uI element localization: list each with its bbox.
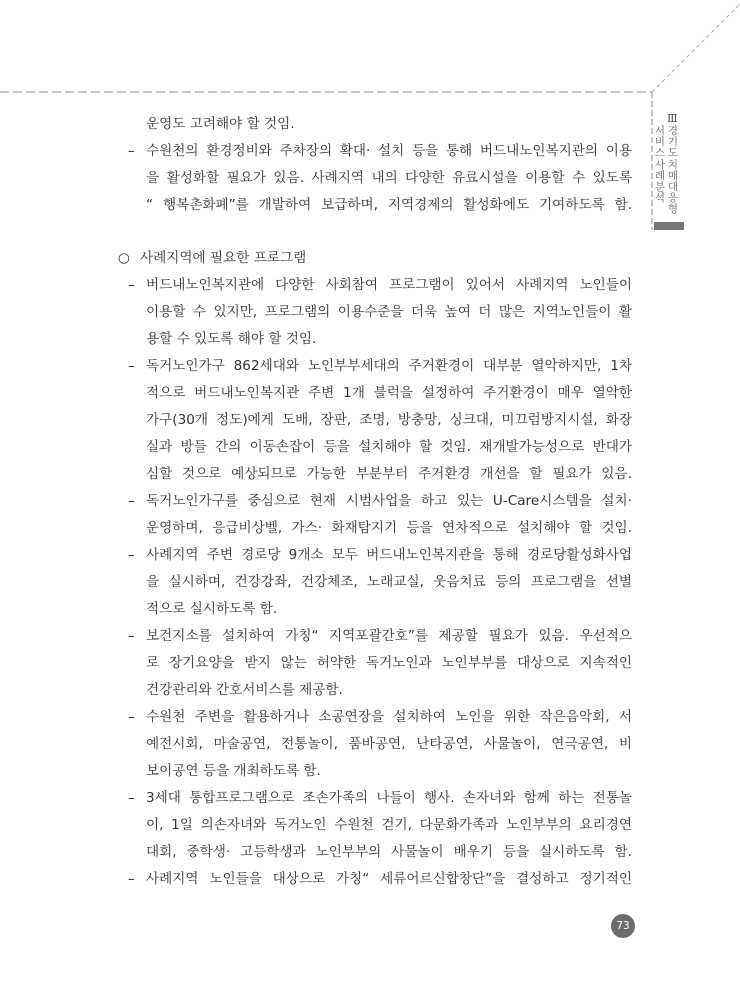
- text-line: 수원천의 환경정비와 주차장의 확대· 설치 등을 통해 버드내노인복지관의 이용: [146, 143, 632, 159]
- section-heading: 사례지역에 필요한 프로그램: [140, 250, 307, 266]
- item-dash: –: [128, 493, 135, 509]
- text-line: 사례지역 노인들을 대상으로 가칭“ 세류어르신합창단”을 결성하고 정기적인: [146, 871, 632, 887]
- chapter-tab-bar: [654, 222, 684, 230]
- text-line: 운영도 고려해야 할 것임.: [146, 116, 295, 132]
- text-line: 을 실시하며, 건강강좌, 건강체조, 노래교실, 웃음치료 등의 프로그램을 선별: [146, 574, 632, 590]
- section-bullet: ○: [118, 250, 130, 266]
- text-line: 대회, 중학생· 고등학생과 노인부부의 사물놀이 배우기 등을 실시하도록 함.: [146, 844, 632, 860]
- chapter-roman-numeral: Ⅲ: [667, 112, 678, 125]
- text-line: 보이공연 등을 개최하도록 함.: [146, 763, 321, 779]
- text-line: 보건지소를 설치하여 가칭“ 지역포괄간호”를 제공할 필요가 있음. 우선적으: [146, 628, 632, 644]
- text-line: 독거노인가구 862세대와 노인부부세대의 주거환경이 대부분 열악하지만, 1차: [146, 358, 632, 374]
- text-line: 버드내노인복지관에 다양한 사회참여 프로그램이 있어서 사례지역 노인들이: [146, 277, 632, 293]
- item-dash: –: [128, 277, 135, 293]
- text-line: 적으로 버드내노인복지관 주변 1개 블럭을 설정하여 주거환경이 매우 열악한: [146, 385, 632, 401]
- text-line: 심할 것으로 예상되므로 가능한 부분부터 주거환경 개선을 할 필요가 있음.: [146, 466, 632, 482]
- item-dash: –: [128, 709, 135, 725]
- text-line: 로 장기요양을 받지 않는 허약한 독거노인과 노인부부를 대상으로 지속적인: [146, 655, 632, 671]
- page-number: 73: [611, 914, 635, 938]
- text-line: 이용할 수 있지만, 프로그램의 이용수준을 더욱 높여 더 많은 지역노인들이 활: [146, 304, 632, 320]
- item-dash: –: [128, 358, 135, 374]
- chapter-title: 경기도치매대응형: [667, 125, 679, 216]
- text-line: 이, 1일 의손자녀와 독거노인 수원천 걷기, 다문화가족과 노인부부의 요리경연: [146, 817, 632, 833]
- text-line: 용할 수 있도록 해야 할 것임.: [146, 331, 317, 347]
- text-line: “ 행복촌화폐”를 개발하여 보급하며, 지역경제의 활성화에도 기여하도록 함.: [146, 197, 632, 213]
- text-line: 운영하며, 응급비상벨, 가스· 화재탐지기 등을 연차적으로 설치해야 할 것임.: [146, 520, 632, 536]
- text-line: 건강관리와 간호서비스를 제공함.: [146, 682, 343, 698]
- item-dash: –: [128, 790, 135, 806]
- item-dash: –: [128, 628, 135, 644]
- item-dash: –: [128, 871, 135, 887]
- item-dash: –: [128, 143, 135, 159]
- text-line: 3세대 통합프로그램으로 조손가족의 나들이 행사. 손자녀와 함께 하는 전통놀: [146, 790, 632, 806]
- text-line: 독거노인가구를 중심으로 현재 시범사업을 하고 있는 U-Care시스템을 설치·: [146, 493, 632, 509]
- text-line: 사례지역 주변 경로당 9개소 모두 버드내노인복지관을 통해 경로당활성화사업: [146, 547, 632, 563]
- text-line: 가구(30개 정도)에게 도배, 장판, 조명, 방충망, 싱크대, 미끄럼방지시설, 화장: [146, 412, 632, 428]
- text-line: 을 활성화할 필요가 있음. 사례지역 내의 다양한 유료시설을 이용할 수 있도록: [146, 170, 632, 186]
- text-line: 적으로 실시하도록 함.: [146, 601, 278, 617]
- item-dash: –: [128, 547, 135, 563]
- chapter-side-tab: [652, 112, 684, 230]
- text-line: 수원천 주변을 활용하거나 소공연장을 설치하여 노인을 위한 작은음악회, 서: [146, 709, 632, 725]
- text-line: 실과 방들 간의 이동손잡이 등을 설치해야 할 것임. 재개발가능성으로 반대가: [146, 439, 632, 455]
- text-line: 예전시회, 마술공연, 전통놀이, 품바공연, 난타공연, 사물놀이, 연극공연, 비: [146, 736, 632, 752]
- chapter-subtitle: 서비스사례분석: [654, 125, 666, 205]
